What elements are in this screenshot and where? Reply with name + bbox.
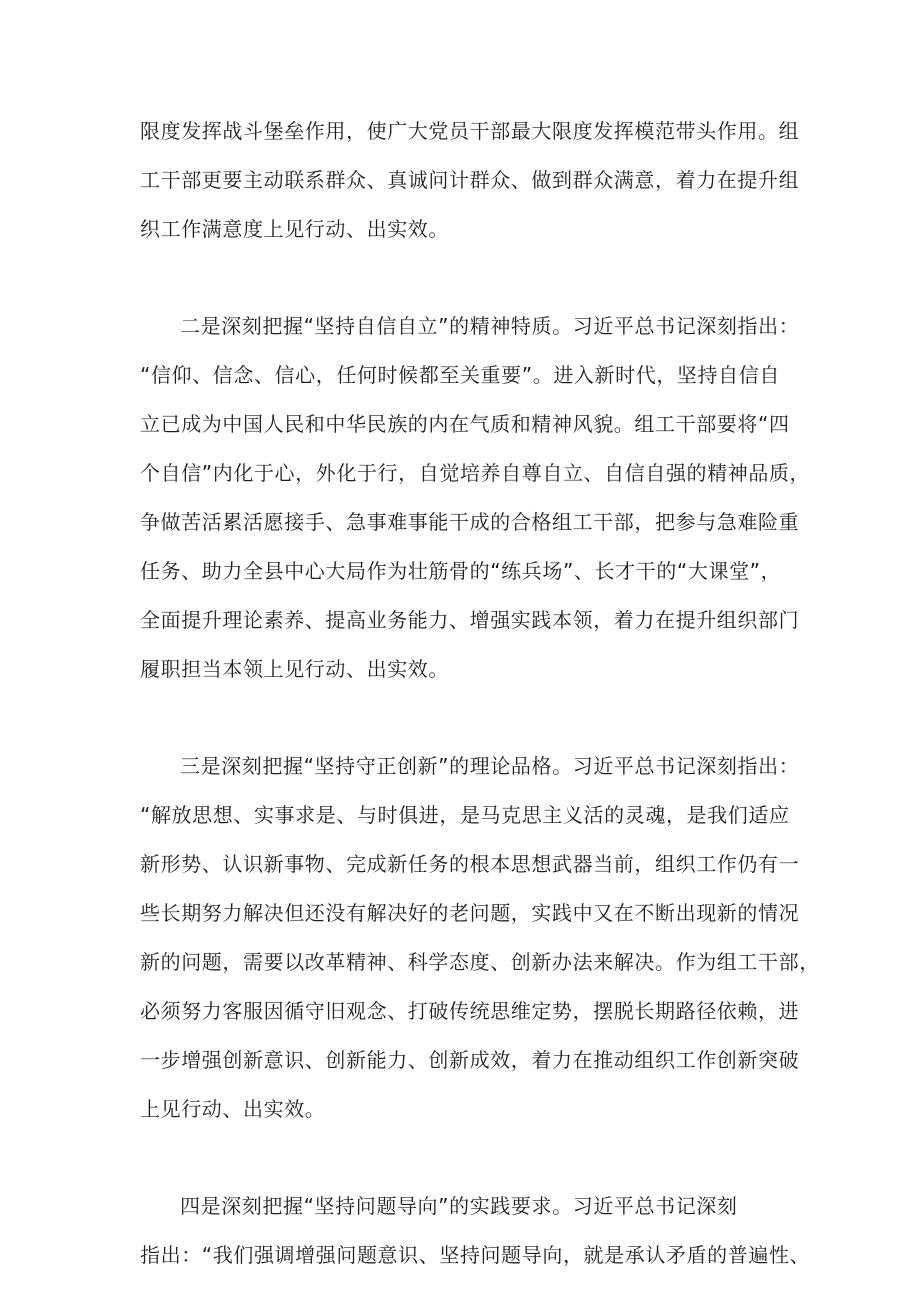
text-line: 履职担当本领上见行动、出实效。: [140, 657, 449, 681]
text-line: 新的问题，需要以改革精神、科学态度、创新办法来解决。作为组工干部，: [140, 950, 820, 974]
paragraph-heading-line: 二是深刻把握“坚持自信自立”的精神特质。习近平总书记深刻指出：: [180, 314, 800, 338]
text-line: “信仰、信念、信心，任何时候都至关重要”。进入新时代，坚持自信自: [140, 363, 780, 387]
text-line: 工干部更要主动联系群众、真诚问计群众、做到群众满意，着力在提升组: [140, 168, 800, 192]
text-line: 争做苦活累活愿接手、急事难事能干成的合格组工干部，把参与急难险重: [140, 510, 800, 534]
text-line: 指出：“我们强调增强问题意识、坚持问题导向，就是承认矛盾的普遍性、: [140, 1243, 811, 1267]
text-line: 任务、助力全县中心大局作为壮筋骨的“练兵场”、长才干的“大课堂”，: [140, 559, 782, 583]
text-line: 新形势、认识新事物、完成新任务的根本思想武器当前，组织工作仍有一: [140, 852, 800, 876]
text-line: 些长期努力解决但还没有解决好的老问题，实践中又在不断出现新的情况: [140, 901, 800, 925]
text-line: 全面提升理论素养、提高业务能力、增强实践本领，着力在提升组织部门: [140, 608, 800, 632]
text-line: 立已成为中国人民和中华民族的内在气质和精神风貌。组工干部要将“四: [140, 412, 790, 436]
text-line: 上见行动、出实效。: [140, 1097, 326, 1121]
text-line: “解放思想、实事求是、与时俱进，是马克思主义活的灵魂，是我们适应: [140, 803, 790, 827]
text-line: 个自信”内化于心，外化于行，自觉培养自尊自立、自信自强的精神品质，: [140, 461, 811, 485]
paragraph-heading-line: 四是深刻把握“坚持问题导向”的实践要求。习近平总书记深刻: [180, 1194, 738, 1218]
text-line: 必须努力客服因循守旧观念、打破传统思维定势，摆脱长期路径依赖，进: [140, 999, 800, 1023]
paragraph-heading-line: 三是深刻把握“坚持守正创新”的理论品格。习近平总书记深刻指出：: [180, 754, 800, 778]
text-line: 限度发挥战斗堡垒作用，使广大党员干部最大限度发挥模范带头作用。组: [140, 119, 800, 143]
text-line: 织工作满意度上见行动、出实效。: [140, 217, 449, 241]
text-line: 一步增强创新意识、创新能力、创新成效，着力在推动组织工作创新突破: [140, 1048, 800, 1072]
